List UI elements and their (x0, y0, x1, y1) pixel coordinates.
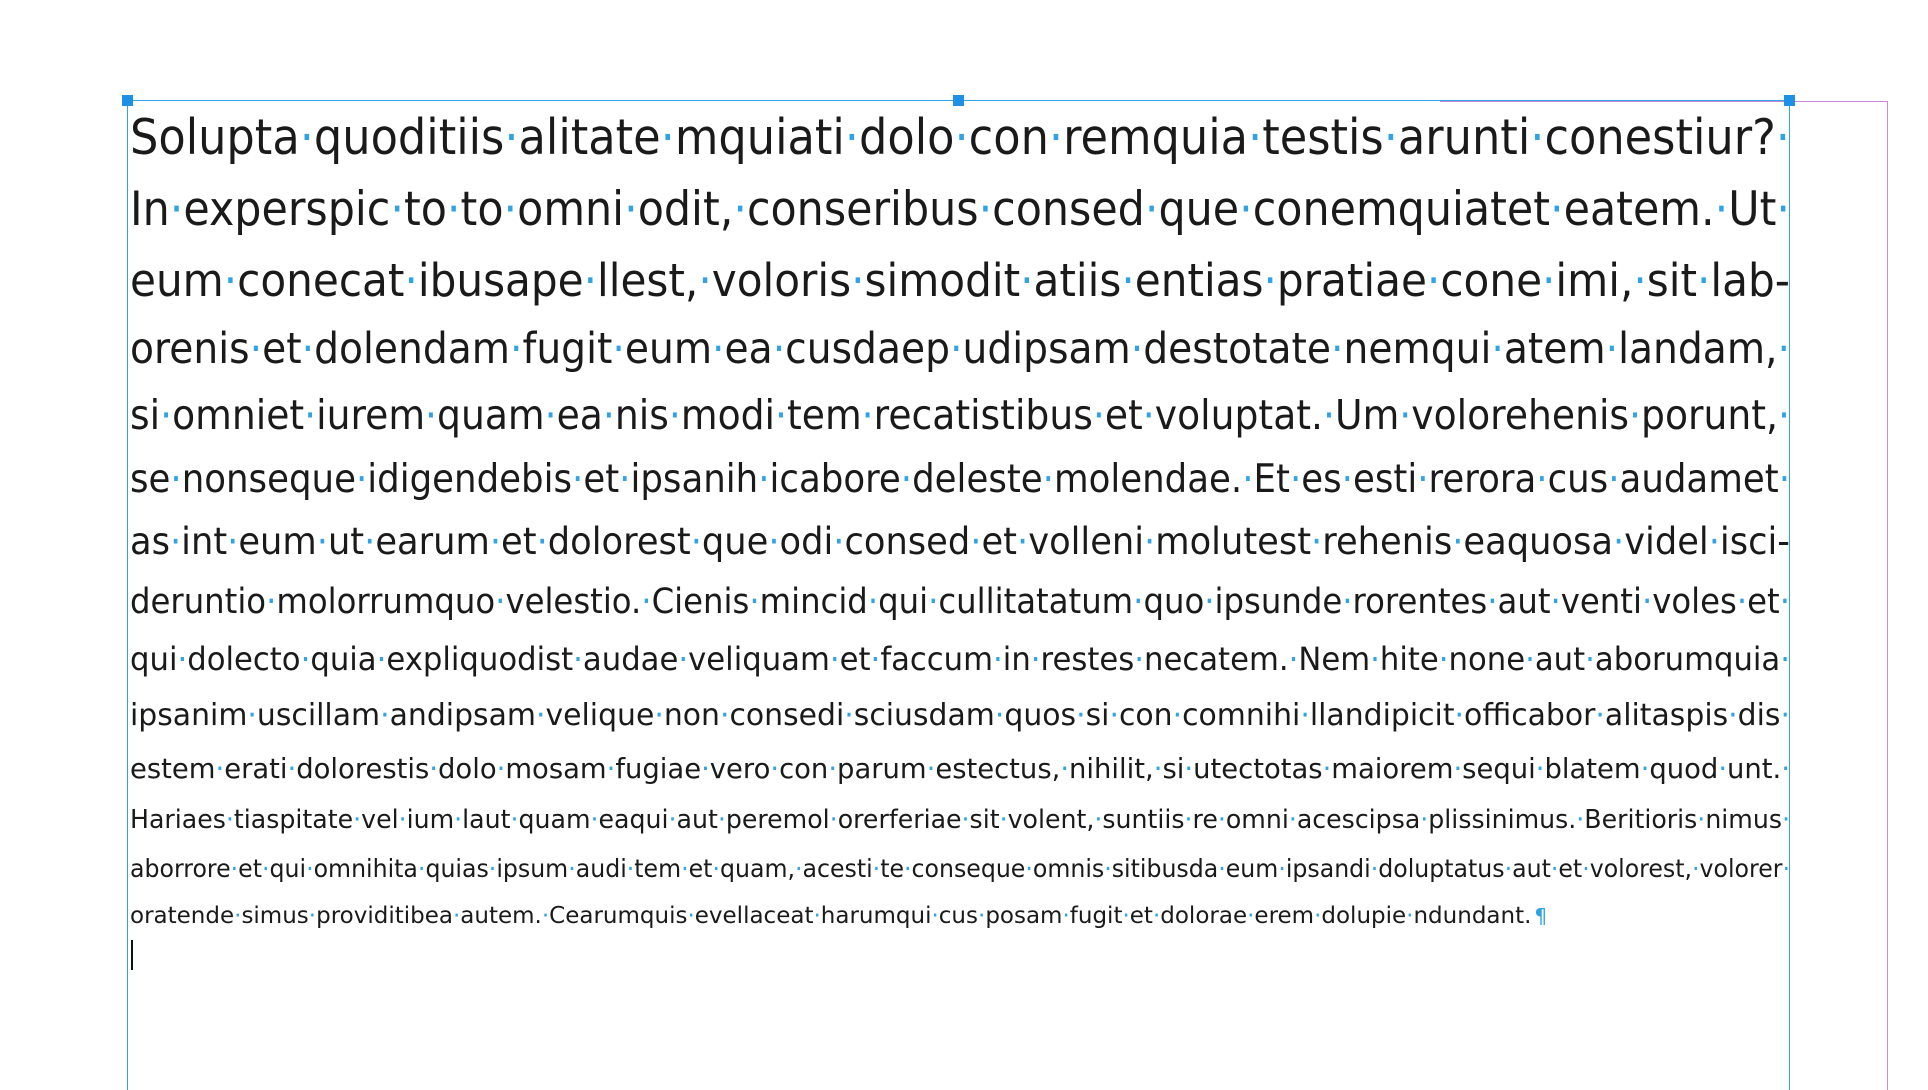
space-marker: · (872, 854, 881, 883)
space-marker: · (678, 640, 689, 678)
space-marker: · (1204, 582, 1215, 622)
space-marker: · (1641, 582, 1653, 622)
space-marker: · (353, 805, 362, 835)
line-text: estem·erati·dolorestis·dolo·mosam·fugiae·vero·con·parum·estectus,·nihilit,·si·utectotas·maiorem·sequi·blatem·quod·unt.· (130, 752, 1790, 785)
text-line (130, 448, 1790, 511)
space-marker: · (1239, 182, 1253, 237)
space-marker: · (1576, 805, 1585, 835)
space-marker: · (215, 752, 225, 785)
text-line (130, 174, 1790, 246)
space-marker: · (572, 457, 584, 502)
line-text: oratende·simus·providitibea·autem.·Cearumquis·evellaceat·harumqui·cus·posam·fugit·et·dolorae·erem·dolupie·ndundant. (130, 903, 1532, 929)
space-marker: · (304, 391, 317, 439)
line-text: In·experspic·to·to·omni·odit,·conseribus·consed·que·conemquiatet·eatem.·Ut· (130, 182, 1790, 237)
space-marker: · (612, 324, 625, 374)
space-marker: · (568, 854, 576, 883)
space-marker: · (489, 520, 502, 563)
space-marker: · (698, 254, 712, 307)
space-marker: · (926, 752, 936, 785)
space-marker: · (1121, 254, 1135, 307)
space-marker: · (654, 698, 664, 733)
space-marker: · (1109, 698, 1119, 733)
space-marker: · (376, 640, 387, 678)
space-marker: · (355, 457, 368, 502)
space-marker: · (1144, 520, 1156, 563)
space-marker: · (1247, 903, 1255, 929)
space-marker: · (606, 752, 616, 785)
space-marker: · (768, 520, 780, 563)
space-marker: · (1629, 391, 1642, 439)
space-marker: · (904, 854, 912, 883)
text-line (130, 631, 1790, 688)
space-marker: · (1714, 182, 1729, 237)
space-marker: · (583, 254, 598, 307)
space-marker: · (299, 109, 314, 166)
space-marker: · (1640, 752, 1650, 785)
space-marker: · (1777, 324, 1790, 374)
space-marker: · (1370, 854, 1379, 883)
space-marker: · (717, 805, 726, 835)
space-marker: · (316, 520, 328, 563)
text-line (130, 845, 1790, 893)
text-line (130, 795, 1790, 845)
space-marker: · (690, 520, 702, 563)
space-marker: · (668, 391, 681, 439)
space-marker: · (1104, 854, 1112, 883)
space-marker: · (536, 520, 548, 563)
space-marker: · (1776, 182, 1790, 237)
space-marker: · (287, 752, 297, 785)
space-marker: · (668, 805, 677, 835)
space-marker: · (978, 182, 993, 237)
space-marker: · (1242, 457, 1254, 502)
space-marker: · (590, 805, 599, 835)
space-marker: · (1142, 391, 1155, 439)
space-marker: · (1092, 391, 1105, 439)
space-marker: · (993, 640, 1003, 678)
space-marker: · (1453, 752, 1463, 785)
space-marker: · (1134, 640, 1145, 678)
space-marker: · (300, 640, 311, 678)
text-line (130, 316, 1790, 383)
space-marker: · (1311, 520, 1323, 563)
space-marker: · (970, 520, 982, 563)
space-marker: · (681, 854, 689, 883)
line-text: aborrore·et·qui·omnihita·quias·ipsum·audi·tem·et·quam,·acesti·te·conseque·omnis·sitibusda·eum·ipsandi·doluptatus·aut·et·volorest,·volorer· (130, 854, 1790, 883)
space-marker: · (1454, 698, 1465, 733)
space-marker: · (1288, 805, 1297, 835)
space-marker: · (1595, 698, 1605, 733)
text-cursor (131, 940, 133, 970)
space-marker: · (1536, 457, 1548, 502)
space-marker: · (1781, 805, 1790, 835)
space-marker: · (1697, 254, 1711, 307)
space-marker: · (1331, 324, 1344, 374)
space-marker: · (496, 752, 506, 785)
space-marker: · (510, 805, 519, 835)
space-marker: · (775, 391, 788, 439)
space-marker: · (249, 324, 263, 374)
space-marker: · (772, 324, 786, 374)
space-marker: · (247, 698, 257, 733)
space-marker: · (301, 324, 315, 374)
space-marker: · (770, 752, 780, 785)
space-marker: · (1122, 903, 1130, 929)
space-marker: · (1144, 182, 1159, 237)
space-marker: · (306, 854, 314, 883)
text-line (130, 383, 1790, 448)
space-marker: · (1782, 854, 1790, 883)
space-marker: · (488, 854, 497, 883)
space-marker: · (1550, 582, 1561, 622)
space-marker: · (1504, 854, 1513, 883)
space-marker: · (624, 182, 638, 237)
text-line (130, 102, 1790, 174)
space-marker: · (1153, 752, 1163, 785)
space-marker: · (900, 457, 913, 502)
space-marker: · (1314, 903, 1322, 929)
space-marker: · (1048, 109, 1064, 166)
space-marker: · (398, 805, 407, 835)
space-marker: · (535, 698, 546, 733)
space-marker: · (417, 854, 426, 883)
space-marker: · (758, 457, 770, 502)
space-marker: · (1406, 903, 1414, 929)
space-marker: · (844, 109, 860, 166)
space-marker: · (1778, 391, 1790, 439)
space-marker: · (446, 182, 461, 237)
space-marker: · (954, 109, 969, 166)
space-marker: · (1217, 805, 1226, 835)
text-line (130, 743, 1790, 795)
space-marker: · (1487, 582, 1498, 622)
space-marker: · (573, 640, 583, 678)
space-marker: · (1728, 698, 1738, 733)
space-marker: · (712, 324, 725, 374)
space-marker: · (931, 903, 939, 929)
line-text: Hariaes·tiaspitate·vel·ium·laut·quam·eaqui·aut·peremol·orerferiae·sit·volent,·suntiis·re·omni·acescipsa·plissinimus.·Beritioris·nimus· (130, 805, 1790, 835)
space-marker: · (1062, 903, 1070, 929)
space-marker: · (1016, 520, 1029, 563)
space-marker: · (1525, 640, 1535, 678)
space-marker: · (454, 805, 463, 835)
space-marker: · (961, 805, 970, 835)
space-marker: · (1420, 805, 1429, 835)
space-marker: · (390, 182, 404, 237)
space-marker: · (169, 182, 184, 237)
space-marker: · (1542, 254, 1556, 307)
space-marker: · (829, 640, 840, 678)
space-marker: · (1778, 457, 1790, 502)
space-marker: · (160, 391, 173, 439)
space-marker: · (1417, 457, 1429, 502)
space-marker: · (1692, 854, 1700, 883)
space-marker: · (1133, 582, 1144, 622)
space-marker: · (425, 391, 438, 439)
line-text: eum·conecat·ibusape·llest,·voloris·simodit·atiis·entias·pratiae·cone·imi,·sit·lab- (130, 254, 1790, 307)
text-line (130, 688, 1790, 743)
space-marker: · (1736, 582, 1748, 622)
line-text: orenis·et·dolendam·fugit·eum·ea·cusdaep·udipsam·destotate·nemqui·atem·landam,· (130, 324, 1790, 374)
space-marker: · (687, 903, 695, 929)
space-marker: · (844, 698, 854, 733)
space-marker: · (1323, 391, 1336, 439)
space-marker: · (1612, 520, 1625, 563)
space-marker: · (1779, 582, 1790, 622)
space-marker: · (227, 520, 239, 563)
space-marker: · (1248, 109, 1263, 166)
space-marker: · (928, 582, 939, 622)
space-marker: · (1184, 752, 1194, 785)
space-marker: · (950, 324, 963, 374)
space-marker: · (404, 254, 418, 307)
space-marker: · (619, 457, 631, 502)
space-marker: · (1399, 391, 1412, 439)
space-marker: · (749, 582, 760, 622)
space-marker: · (544, 391, 557, 439)
space-marker: · (541, 903, 550, 929)
space-marker: · (870, 640, 881, 678)
space-marker: · (261, 854, 270, 883)
line-text: si·omniet·iurem·quam·ea·nis·modi·tem·recatistibus·et·voluptat.·Um·volorehenis·porunt,· (130, 391, 1790, 439)
space-marker: · (1218, 854, 1226, 883)
space-marker: · (1535, 752, 1545, 785)
space-marker: · (1300, 698, 1310, 733)
space-marker: · (1030, 640, 1041, 678)
space-marker: · (1452, 520, 1464, 563)
space-marker: · (1608, 457, 1620, 502)
space-marker: · (1370, 640, 1380, 678)
space-marker: · (1708, 520, 1720, 563)
text-line (130, 573, 1790, 631)
space-marker: · (230, 854, 239, 883)
space-marker: · (364, 520, 376, 563)
space-marker: · (504, 109, 519, 166)
space-marker: · (1042, 457, 1054, 502)
space-marker: · (1322, 752, 1332, 785)
space-marker: · (1263, 254, 1277, 307)
space-marker: · (1278, 854, 1286, 883)
space-marker: · (1549, 182, 1564, 237)
space-marker: · (1780, 640, 1790, 678)
space-marker: · (813, 903, 821, 929)
space-marker: · (712, 854, 720, 883)
line-text: ipsanim·uscillam·andipsam·velique·non·consedi·sciusdam·quos·si·con·comnihi·llandipicit·officabor·alitaspis·dis· (130, 698, 1790, 733)
space-marker: · (1094, 805, 1103, 835)
space-marker: · (1130, 324, 1144, 374)
line-text: se·nonseque·idigendebis·et·ipsanih·icabore·deleste·molendae.·Et·es·esti·rerora·cus·audamet· (130, 457, 1790, 502)
space-marker: · (1781, 752, 1790, 785)
space-marker: · (495, 582, 506, 622)
space-marker: · (452, 903, 461, 929)
space-marker: · (1288, 640, 1299, 678)
space-marker: · (602, 391, 615, 439)
space-marker: · (994, 698, 1005, 733)
space-marker: · (1172, 698, 1183, 733)
space-marker: · (1426, 254, 1441, 307)
space-marker: · (1341, 457, 1353, 502)
space-marker: · (641, 582, 652, 622)
space-marker: · (833, 520, 845, 563)
space-marker: · (719, 698, 730, 733)
space-marker: · (510, 324, 523, 374)
space-marker: · (851, 254, 865, 307)
space-marker: · (1025, 854, 1033, 883)
space-marker: · (1530, 109, 1545, 166)
space-marker: · (170, 457, 182, 502)
space-marker: · (1152, 903, 1161, 929)
space-marker: · (829, 805, 838, 835)
space-marker: · (223, 254, 238, 307)
space-marker: · (503, 182, 518, 237)
space-marker: · (660, 109, 675, 166)
text-line (130, 511, 1790, 573)
line-text: Solupta·quoditiis·alitate·mquiati·dolo·con·remquia·testis·arunti·conestiur?· (130, 109, 1790, 166)
space-marker: · (1605, 324, 1619, 374)
space-marker: · (169, 520, 182, 563)
space-marker: · (429, 752, 439, 785)
space-marker: · (1718, 752, 1728, 785)
space-marker: · (177, 640, 188, 678)
space-marker: · (1383, 109, 1398, 166)
space-marker: · (733, 182, 747, 237)
space-marker: · (1060, 752, 1070, 785)
space-marker: · (1184, 805, 1193, 835)
space-marker: · (828, 752, 838, 785)
text-story[interactable] (130, 102, 1790, 939)
space-marker: · (999, 805, 1008, 835)
space-marker: · (1697, 805, 1706, 835)
space-marker: · (1342, 582, 1353, 622)
space-marker: · (1780, 698, 1790, 733)
space-marker: · (234, 903, 242, 929)
space-marker: · (1633, 254, 1647, 307)
space-marker: · (626, 854, 635, 883)
space-marker: · (1289, 457, 1302, 502)
space-marker: · (1076, 698, 1086, 733)
space-marker: · (794, 854, 803, 883)
space-marker: · (861, 391, 874, 439)
space-marker: · (1582, 854, 1590, 883)
space-marker: · (1775, 109, 1790, 166)
space-marker: · (867, 582, 879, 622)
space-marker: · (1585, 640, 1595, 678)
space-marker: · (1438, 640, 1449, 678)
space-marker: · (701, 752, 710, 785)
line-text: deruntio·molorrumquo·velestio.·Cienis·mincid·qui·cullitatatum·quo·ipsunde·rorentes·aut·venti·voles·et· (130, 582, 1790, 622)
pilcrow-mark: ¶ (1534, 904, 1548, 928)
text-line (130, 893, 1548, 939)
space-marker: · (1550, 854, 1559, 883)
space-marker: · (266, 582, 277, 622)
space-marker: · (1491, 324, 1504, 374)
space-marker: · (978, 903, 986, 929)
space-marker: · (380, 698, 390, 733)
space-marker: · (1020, 254, 1034, 307)
line-text: as·int·eum·ut·earum·et·dolorest·que·odi·consed·et·volleni·molutest·rehenis·eaquosa·videl·isci- (130, 520, 1790, 563)
line-text: qui·dolecto·quia·expliquodist·audae·veliquam·et·faccum·in·restes·necatem.·Nem·hite·none·aut·aborumquia· (130, 640, 1790, 678)
text-line (130, 246, 1790, 316)
space-marker: · (225, 805, 234, 835)
space-marker: · (308, 903, 317, 929)
